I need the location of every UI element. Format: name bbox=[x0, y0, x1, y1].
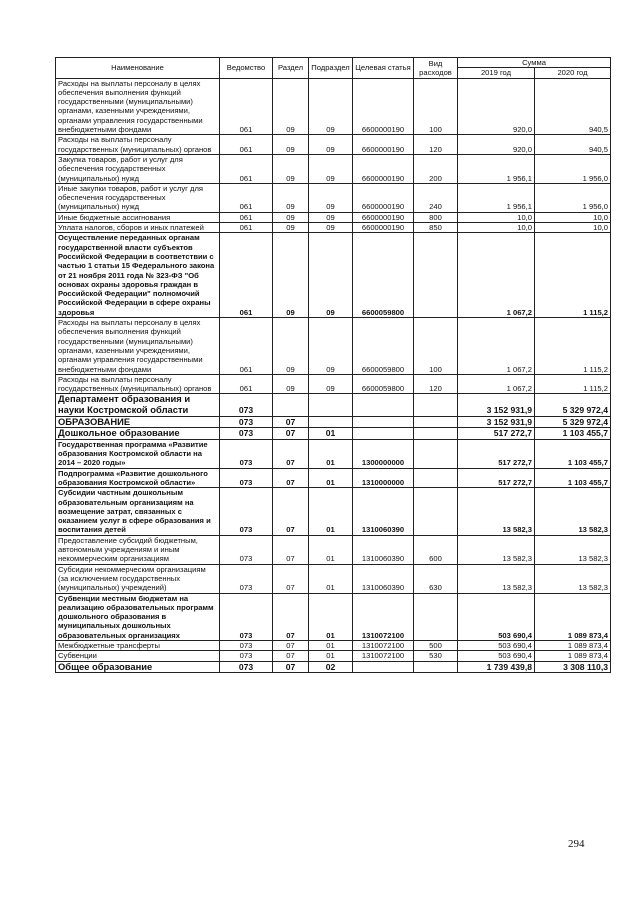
row-sum-2019: 1 067,2 bbox=[458, 318, 535, 375]
table-row bbox=[56, 651, 611, 661]
table-row bbox=[56, 135, 611, 155]
row-target: 1310072100 bbox=[353, 593, 414, 640]
row-vedomstvo: 061 bbox=[220, 135, 273, 155]
row-sum-2019: 1 067,2 bbox=[458, 374, 535, 394]
table-row bbox=[56, 212, 611, 222]
header-razdel: Раздел bbox=[273, 58, 309, 79]
row-vedomstvo: 073 bbox=[220, 428, 273, 440]
table-row bbox=[56, 535, 611, 564]
row-name: Расходы на выплаты персоналу государственных (муниципальных) органов bbox=[56, 135, 220, 155]
row-razdel: 07 bbox=[273, 535, 309, 564]
row-vedomstvo: 073 bbox=[220, 416, 273, 428]
row-vedomstvo: 061 bbox=[220, 374, 273, 394]
row-razdel: 09 bbox=[273, 374, 309, 394]
row-target: 1310060390 bbox=[353, 488, 414, 535]
row-vedomstvo: 061 bbox=[220, 318, 273, 375]
row-name: Субсидии некоммерческим организациям (за исключением государственных (муниципальных) учреждений) bbox=[56, 564, 220, 593]
table-row bbox=[56, 223, 611, 233]
row-podrazdel: 01 bbox=[309, 535, 353, 564]
row-sum-2020: 1 956,0 bbox=[535, 154, 611, 183]
row-vid: 800 bbox=[414, 212, 458, 222]
row-sum-2020: 13 582,3 bbox=[535, 488, 611, 535]
row-vid bbox=[414, 233, 458, 318]
row-name: Субсидии частным дошкольным образовательным организациям на возмещение затрат, связанных с оказанием услуг в сфере образования и воспитания детей bbox=[56, 488, 220, 535]
row-sum-2020: 13 582,3 bbox=[535, 535, 611, 564]
row-vid: 850 bbox=[414, 223, 458, 233]
row-sum-2019: 10,0 bbox=[458, 223, 535, 233]
row-name: Государственная программа «Развитие образования Костромской области на 2014 – 2020 годы» bbox=[56, 439, 220, 468]
row-razdel: 09 bbox=[273, 318, 309, 375]
row-podrazdel: 09 bbox=[309, 135, 353, 155]
row-target: 6600000190 bbox=[353, 183, 414, 212]
row-target bbox=[353, 661, 414, 673]
row-sum-2019: 920,0 bbox=[458, 135, 535, 155]
row-podrazdel: 01 bbox=[309, 488, 353, 535]
row-vid bbox=[414, 468, 458, 488]
row-sum-2020: 1 089 873,4 bbox=[535, 651, 611, 661]
header-target: Целевая статья bbox=[353, 58, 414, 79]
row-name: Закупка товаров, работ и услуг для обеспечения государственных (муниципальных) нужд bbox=[56, 154, 220, 183]
row-name: Подпрограмма «Развитие дошкольного образования Костромской области» bbox=[56, 468, 220, 488]
row-razdel: 07 bbox=[273, 564, 309, 593]
row-name: Осуществление переданных органам государственной власти субъектов Российской Федерации в соответствии с частью 1 статьи 15 Федерального закона от 21 ноября 2011 года № 323-ФЗ "Об основах охраны здоровья граждан в Российской Федерации" полномочий Российской Федерации в сфере охраны здоровья bbox=[56, 233, 220, 318]
row-podrazdel: 01 bbox=[309, 564, 353, 593]
row-vid: 630 bbox=[414, 564, 458, 593]
row-vid: 100 bbox=[414, 78, 458, 135]
row-vedomstvo: 073 bbox=[220, 641, 273, 651]
row-vedomstvo: 061 bbox=[220, 154, 273, 183]
row-name: Дошкольное образование bbox=[56, 428, 220, 440]
row-name: Общее образование bbox=[56, 661, 220, 673]
row-vid: 240 bbox=[414, 183, 458, 212]
row-vedomstvo: 061 bbox=[220, 78, 273, 135]
row-sum-2019: 517 272,7 bbox=[458, 428, 535, 440]
row-vedomstvo: 073 bbox=[220, 535, 273, 564]
row-vid bbox=[414, 488, 458, 535]
header-summa: Сумма bbox=[458, 58, 611, 68]
row-podrazdel bbox=[309, 416, 353, 428]
row-sum-2019: 517 272,7 bbox=[458, 468, 535, 488]
row-podrazdel: 01 bbox=[309, 593, 353, 640]
header-vedomstvo: Ведомство bbox=[220, 58, 273, 79]
row-target: 1310060390 bbox=[353, 535, 414, 564]
row-vedomstvo: 061 bbox=[220, 223, 273, 233]
table-body bbox=[56, 78, 611, 673]
row-vid: 100 bbox=[414, 318, 458, 375]
row-target: 1310000000 bbox=[353, 468, 414, 488]
row-podrazdel: 01 bbox=[309, 439, 353, 468]
row-sum-2019: 13 582,3 bbox=[458, 488, 535, 535]
row-sum-2020: 3 308 110,3 bbox=[535, 661, 611, 673]
row-sum-2020: 1 103 455,7 bbox=[535, 428, 611, 440]
row-sum-2019: 10,0 bbox=[458, 212, 535, 222]
row-vid: 120 bbox=[414, 135, 458, 155]
row-vid bbox=[414, 428, 458, 440]
row-razdel: 07 bbox=[273, 488, 309, 535]
row-podrazdel: 01 bbox=[309, 428, 353, 440]
row-vedomstvo: 061 bbox=[220, 183, 273, 212]
row-razdel: 09 bbox=[273, 154, 309, 183]
row-target bbox=[353, 416, 414, 428]
budget-table bbox=[55, 57, 611, 673]
table-row bbox=[56, 318, 611, 375]
row-sum-2020: 940,5 bbox=[535, 135, 611, 155]
row-sum-2020: 5 329 972,4 bbox=[535, 394, 611, 416]
row-podrazdel: 09 bbox=[309, 212, 353, 222]
row-podrazdel: 09 bbox=[309, 318, 353, 375]
row-name: Иные закупки товаров, работ и услуг для обеспечения государственных (муниципальных) нужд bbox=[56, 183, 220, 212]
table-row bbox=[56, 488, 611, 535]
row-vid: 500 bbox=[414, 641, 458, 651]
row-name: Уплата налогов, сборов и иных платежей bbox=[56, 223, 220, 233]
row-sum-2019: 503 690,4 bbox=[458, 651, 535, 661]
row-vedomstvo: 073 bbox=[220, 468, 273, 488]
row-razdel: 07 bbox=[273, 593, 309, 640]
row-razdel: 09 bbox=[273, 233, 309, 318]
row-sum-2019: 13 582,3 bbox=[458, 535, 535, 564]
row-sum-2020: 1 089 873,4 bbox=[535, 641, 611, 651]
page-number: 294 bbox=[568, 838, 585, 850]
row-name: ОБРАЗОВАНИЕ bbox=[56, 416, 220, 428]
table-row bbox=[56, 564, 611, 593]
row-podrazdel: 02 bbox=[309, 661, 353, 673]
row-podrazdel bbox=[309, 394, 353, 416]
row-vedomstvo: 073 bbox=[220, 439, 273, 468]
row-name: Иные бюджетные ассигнования bbox=[56, 212, 220, 222]
row-name: Расходы на выплаты персоналу в целях обеспечения выполнения функций государственными (муниципальными) органами, казенными учреждениями, органами управления государственными внебюджетными фондами bbox=[56, 78, 220, 135]
row-sum-2019: 1 067,2 bbox=[458, 233, 535, 318]
row-podrazdel: 09 bbox=[309, 233, 353, 318]
row-razdel bbox=[273, 394, 309, 416]
row-target: 6600059800 bbox=[353, 318, 414, 375]
table-row bbox=[56, 641, 611, 651]
row-name: Расходы на выплаты персоналу государственных (муниципальных) органов bbox=[56, 374, 220, 394]
row-target: 1300000000 bbox=[353, 439, 414, 468]
row-vid: 200 bbox=[414, 154, 458, 183]
row-sum-2019: 517 272,7 bbox=[458, 439, 535, 468]
row-podrazdel: 09 bbox=[309, 223, 353, 233]
table-row bbox=[56, 233, 611, 318]
header-2019: 2019 год bbox=[458, 68, 535, 78]
row-podrazdel: 01 bbox=[309, 468, 353, 488]
row-sum-2019: 3 152 931,9 bbox=[458, 416, 535, 428]
row-target: 6600000190 bbox=[353, 78, 414, 135]
row-sum-2020: 1 956,0 bbox=[535, 183, 611, 212]
row-sum-2019: 920,0 bbox=[458, 78, 535, 135]
row-target: 1310060390 bbox=[353, 564, 414, 593]
row-vedomstvo: 073 bbox=[220, 661, 273, 673]
row-sum-2020: 1 103 455,7 bbox=[535, 468, 611, 488]
table-row bbox=[56, 374, 611, 394]
row-name: Департамент образования и науки Костромской области bbox=[56, 394, 220, 416]
header-podrazdel: Подраздел bbox=[309, 58, 353, 79]
table-row bbox=[56, 416, 611, 428]
row-razdel: 07 bbox=[273, 416, 309, 428]
row-name: Расходы на выплаты персоналу в целях обеспечения выполнения функций государственными (муниципальными) органами, казенными учреждениями, органами управления государственными внебюджетными фондами bbox=[56, 318, 220, 375]
row-sum-2019: 3 152 931,9 bbox=[458, 394, 535, 416]
row-sum-2019: 1 956,1 bbox=[458, 183, 535, 212]
row-target: 6600059800 bbox=[353, 374, 414, 394]
table-row bbox=[56, 593, 611, 640]
row-razdel: 07 bbox=[273, 661, 309, 673]
row-vedomstvo: 073 bbox=[220, 564, 273, 593]
row-name: Предоставление субсидий бюджетным, автономным учреждениям и иным некоммерческим организациям bbox=[56, 535, 220, 564]
row-sum-2020: 10,0 bbox=[535, 223, 611, 233]
header-name: Наименование bbox=[56, 58, 220, 79]
row-vid bbox=[414, 661, 458, 673]
row-sum-2019: 13 582,3 bbox=[458, 564, 535, 593]
row-razdel: 09 bbox=[273, 212, 309, 222]
row-razdel: 07 bbox=[273, 428, 309, 440]
row-razdel: 07 bbox=[273, 439, 309, 468]
row-vid bbox=[414, 439, 458, 468]
row-podrazdel: 09 bbox=[309, 78, 353, 135]
row-vid bbox=[414, 593, 458, 640]
row-razdel: 09 bbox=[273, 135, 309, 155]
row-target: 1310072100 bbox=[353, 651, 414, 661]
header-vid: Вид расходов bbox=[414, 58, 458, 79]
row-target: 6600000190 bbox=[353, 135, 414, 155]
table-row bbox=[56, 183, 611, 212]
row-razdel: 07 bbox=[273, 651, 309, 661]
row-target: 6600000190 bbox=[353, 223, 414, 233]
row-vid: 530 bbox=[414, 651, 458, 661]
row-name: Субвенции местным бюджетам на реализацию образовательных программ дошкольного образования в муниципальных дошкольных образовательных организациях bbox=[56, 593, 220, 640]
row-sum-2020: 13 582,3 bbox=[535, 564, 611, 593]
row-podrazdel: 09 bbox=[309, 154, 353, 183]
row-vid: 120 bbox=[414, 374, 458, 394]
table-row bbox=[56, 428, 611, 440]
table-row bbox=[56, 468, 611, 488]
table-row bbox=[56, 661, 611, 673]
row-vedomstvo: 061 bbox=[220, 233, 273, 318]
row-sum-2020: 1 089 873,4 bbox=[535, 593, 611, 640]
table-row bbox=[56, 154, 611, 183]
row-sum-2019: 503 690,4 bbox=[458, 593, 535, 640]
row-podrazdel: 01 bbox=[309, 641, 353, 651]
row-name: Межбюджетные трансферты bbox=[56, 641, 220, 651]
row-vedomstvo: 073 bbox=[220, 394, 273, 416]
row-target: 1310072100 bbox=[353, 641, 414, 651]
header-2020: 2020 год bbox=[535, 68, 611, 78]
row-sum-2019: 1 739 439,8 bbox=[458, 661, 535, 673]
row-razdel: 07 bbox=[273, 468, 309, 488]
row-sum-2019: 503 690,4 bbox=[458, 641, 535, 651]
row-vedomstvo: 073 bbox=[220, 488, 273, 535]
row-name: Субвенции bbox=[56, 651, 220, 661]
row-target bbox=[353, 428, 414, 440]
table-row bbox=[56, 394, 611, 416]
row-podrazdel: 01 bbox=[309, 651, 353, 661]
row-sum-2020: 1 115,2 bbox=[535, 374, 611, 394]
row-sum-2020: 1 115,2 bbox=[535, 233, 611, 318]
row-vid: 600 bbox=[414, 535, 458, 564]
row-podrazdel: 09 bbox=[309, 183, 353, 212]
row-vedomstvo: 073 bbox=[220, 651, 273, 661]
row-target bbox=[353, 394, 414, 416]
row-sum-2020: 1 115,2 bbox=[535, 318, 611, 375]
row-sum-2020: 940,5 bbox=[535, 78, 611, 135]
row-vid bbox=[414, 394, 458, 416]
row-podrazdel: 09 bbox=[309, 374, 353, 394]
row-target: 6600059800 bbox=[353, 233, 414, 318]
row-razdel: 09 bbox=[273, 183, 309, 212]
row-vid bbox=[414, 416, 458, 428]
row-sum-2019: 1 956,1 bbox=[458, 154, 535, 183]
row-sum-2020: 10,0 bbox=[535, 212, 611, 222]
row-razdel: 09 bbox=[273, 78, 309, 135]
row-vedomstvo: 073 bbox=[220, 593, 273, 640]
row-razdel: 07 bbox=[273, 641, 309, 651]
row-sum-2020: 1 103 455,7 bbox=[535, 439, 611, 468]
row-vedomstvo: 061 bbox=[220, 212, 273, 222]
row-target: 6600000190 bbox=[353, 154, 414, 183]
row-sum-2020: 5 329 972,4 bbox=[535, 416, 611, 428]
row-target: 6600000190 bbox=[353, 212, 414, 222]
row-razdel: 09 bbox=[273, 223, 309, 233]
table-row bbox=[56, 439, 611, 468]
table-row bbox=[56, 78, 611, 135]
